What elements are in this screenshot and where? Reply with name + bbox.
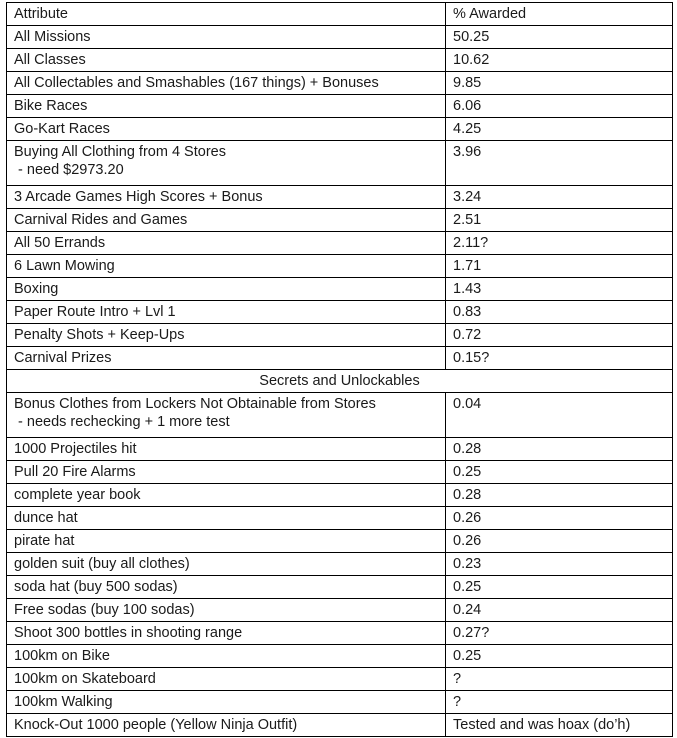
table-row <box>7 484 673 507</box>
awarded-cell: 0.25 <box>446 576 673 599</box>
attribute-cell <box>7 186 446 209</box>
awarded-cell: 50.25 <box>446 26 673 49</box>
table-row <box>7 530 673 553</box>
attribute-cell <box>7 461 446 484</box>
awarded-cell: 0.25 <box>446 645 673 668</box>
attribute-cell <box>7 622 446 645</box>
awarded-cell: 9.85 <box>446 72 673 95</box>
table-row <box>7 507 673 530</box>
attribute-cell <box>7 530 446 553</box>
attribute-note: - needs rechecking + 1 more test <box>14 414 230 430</box>
awarded-cell: ? <box>446 668 673 691</box>
attribute-text: 3 Arcade Games High Scores + Bonus <box>14 189 263 205</box>
attribute-cell <box>7 209 446 232</box>
attribute-cell <box>7 553 446 576</box>
table-row <box>7 714 673 737</box>
table-row <box>7 645 673 668</box>
table-row <box>7 438 673 461</box>
attribute-cell <box>7 49 446 72</box>
attribute-text: golden suit (buy all clothes) <box>14 556 190 572</box>
completion-table-document <box>6 2 672 737</box>
table-row <box>7 576 673 599</box>
table-row <box>7 301 673 324</box>
attribute-note: - need $2973.20 <box>14 162 124 178</box>
table-row <box>7 278 673 301</box>
awarded-cell: 0.25 <box>446 461 673 484</box>
attribute-text: 6 Lawn Mowing <box>14 258 115 274</box>
attribute-cell <box>7 347 446 370</box>
attribute-text: pirate hat <box>14 533 75 549</box>
table-row <box>7 691 673 714</box>
awarded-cell: 0.24 <box>446 599 673 622</box>
attribute-cell <box>7 691 446 714</box>
attribute-text: Penalty Shots + Keep-Ups <box>14 327 185 343</box>
awarded-cell: 2.11? <box>446 232 673 255</box>
attribute-cell <box>7 95 446 118</box>
attribute-cell <box>7 26 446 49</box>
attribute-cell <box>7 507 446 530</box>
table-row <box>7 26 673 49</box>
attribute-text: Free sodas (buy 100 sodas) <box>14 602 195 618</box>
attribute-cell <box>7 232 446 255</box>
attribute-text: 100km on Skateboard <box>14 671 156 687</box>
attribute-text: Carnival Rides and Games <box>14 212 188 228</box>
table-row <box>7 668 673 691</box>
attribute-cell <box>7 278 446 301</box>
table-body <box>7 26 673 737</box>
awarded-cell: Tested and was hoax (do’h) <box>446 714 673 737</box>
attribute-text: 1000 Projectiles hit <box>14 441 137 457</box>
awarded-cell: 0.26 <box>446 530 673 553</box>
awarded-cell: 0.28 <box>446 438 673 461</box>
attribute-text: All Missions <box>14 29 91 45</box>
awarded-cell: 0.27? <box>446 622 673 645</box>
awarded-cell: 1.43 <box>446 278 673 301</box>
table-row <box>7 95 673 118</box>
awarded-cell: 3.96 <box>446 141 673 186</box>
awarded-cell: ? <box>446 691 673 714</box>
attribute-text: Paper Route Intro + Lvl 1 <box>14 304 176 320</box>
awarded-cell: 3.24 <box>446 186 673 209</box>
header-row <box>7 3 673 26</box>
awarded-cell: 6.06 <box>446 95 673 118</box>
attribute-text: Bike Races <box>14 98 88 114</box>
attribute-cell <box>7 72 446 95</box>
awarded-cell: 0.83 <box>446 301 673 324</box>
table-row <box>7 599 673 622</box>
attribute-cell <box>7 599 446 622</box>
section-title: Secrets and Unlockables <box>7 370 673 393</box>
attribute-cell <box>7 714 446 737</box>
table-row <box>7 324 673 347</box>
table-row <box>7 72 673 95</box>
attribute-text: 100km on Bike <box>14 648 110 664</box>
attribute-text: Shoot 300 bottles in shooting range <box>14 625 243 641</box>
table-row <box>7 49 673 72</box>
attribute-text: All Collectables and Smashables (167 things) + Bonuses <box>14 75 379 91</box>
table-row <box>7 622 673 645</box>
awarded-cell: 2.51 <box>446 209 673 232</box>
attribute-text: Carnival Prizes <box>14 350 112 366</box>
attribute-text: soda hat (buy 500 sodas) <box>14 579 178 595</box>
attribute-cell <box>7 668 446 691</box>
awarded-cell: 10.62 <box>446 49 673 72</box>
attribute-text: Boxing <box>14 281 59 297</box>
attribute-cell <box>7 255 446 278</box>
attribute-cell <box>7 438 446 461</box>
attribute-text: dunce hat <box>14 510 78 526</box>
table-row <box>7 141 673 186</box>
attribute-cell <box>7 141 446 186</box>
attribute-cell <box>7 576 446 599</box>
attribute-cell <box>7 324 446 347</box>
table-row <box>7 186 673 209</box>
table-row <box>7 347 673 370</box>
awarded-cell: 0.72 <box>446 324 673 347</box>
table-row <box>7 255 673 278</box>
table-row <box>7 393 673 438</box>
attribute-cell <box>7 118 446 141</box>
attribute-cell <box>7 645 446 668</box>
section-row <box>7 370 673 393</box>
attribute-text: Bonus Clothes from Lockers Not Obtainable from Stores <box>14 396 376 412</box>
attribute-cell <box>7 484 446 507</box>
column-header-attribute: Attribute <box>7 3 446 26</box>
attribute-text: All Classes <box>14 52 86 68</box>
attribute-text: complete year book <box>14 487 141 503</box>
table-row <box>7 118 673 141</box>
awarded-cell: 0.15? <box>446 347 673 370</box>
attribute-text: Knock-Out 1000 people (Yellow Ninja Outfit) <box>14 717 298 733</box>
attribute-text: 100km Walking <box>14 694 113 710</box>
attribute-text: Buying All Clothing from 4 Stores <box>14 144 226 160</box>
table-row <box>7 232 673 255</box>
attribute-cell <box>7 301 446 324</box>
table-row <box>7 461 673 484</box>
completion-table <box>6 2 673 737</box>
column-header-awarded: % Awarded <box>446 3 673 26</box>
table-row <box>7 553 673 576</box>
awarded-cell: 4.25 <box>446 118 673 141</box>
awarded-cell: 0.23 <box>446 553 673 576</box>
table-row <box>7 209 673 232</box>
attribute-text: All 50 Errands <box>14 235 106 251</box>
awarded-cell: 0.26 <box>446 507 673 530</box>
awarded-cell: 1.71 <box>446 255 673 278</box>
attribute-text: Go-Kart Races <box>14 121 110 137</box>
awarded-cell: 0.04 <box>446 393 673 438</box>
attribute-cell <box>7 393 446 438</box>
attribute-text: Pull 20 Fire Alarms <box>14 464 136 480</box>
awarded-cell: 0.28 <box>446 484 673 507</box>
